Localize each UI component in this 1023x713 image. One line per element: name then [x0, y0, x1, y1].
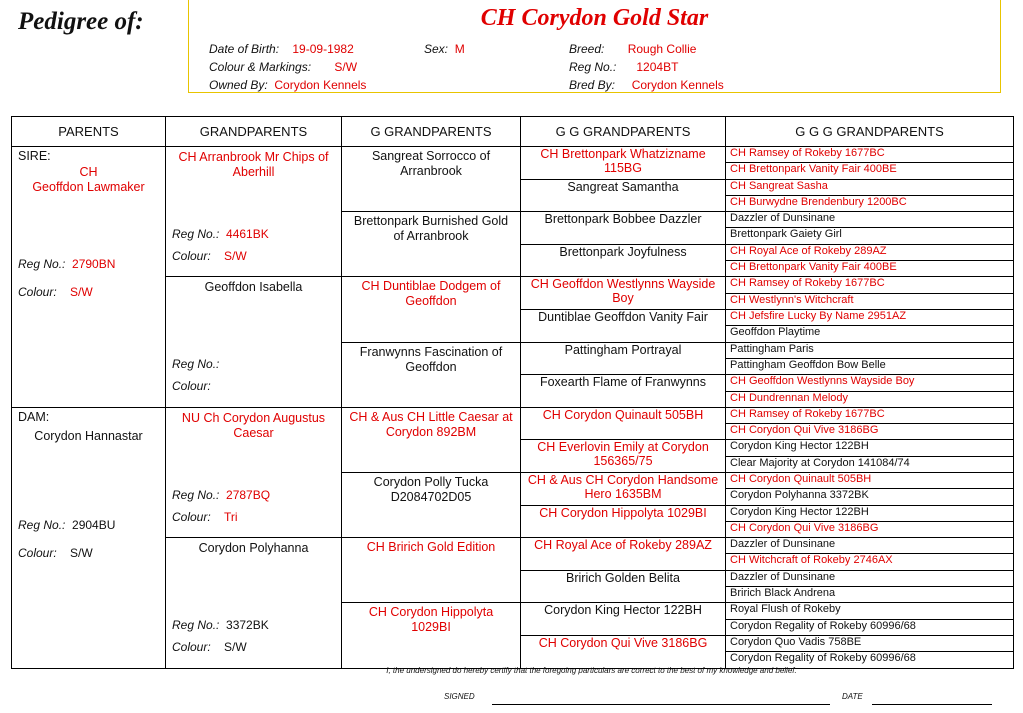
ggg-grandparent: Pattingham Geoffdon Bow Belle [726, 358, 1014, 374]
gg-grandparent: CH Everlovin Emily at Corydon 156365/75 [521, 440, 726, 473]
gg-grandparent: Bririch Golden Belita [521, 570, 726, 603]
pedigree-table [11, 116, 1014, 669]
ggg-grandparent: Geoffdon Playtime [726, 326, 1014, 342]
dob-field: Date of Birth: 19-09-1982 [209, 42, 354, 56]
sire-gp2-cell [166, 277, 342, 407]
gg-grandparent: CH Geoffdon Westlynns Wayside Boy [521, 277, 726, 310]
sire-gp1-cell [166, 147, 342, 277]
sire-name: Geoffdon Lawmaker [32, 180, 145, 194]
ggg-grandparent: Dazzler of Dunsinane [726, 212, 1014, 228]
owned-field: Owned By: Corydon Kennels [209, 78, 367, 92]
signature-line[interactable] [492, 704, 830, 705]
col-g-grandparents: G GRANDPARENTS [342, 117, 521, 147]
g-grandparent: Franwynns Fascination of Geoffdon [342, 342, 521, 407]
colour-field: Colour & Markings: S/W [209, 60, 358, 74]
ggg-grandparent: CH Ramsey of Rokeby 1677BC [726, 147, 1014, 163]
gg-grandparent: CH Royal Ace of Rokeby 289AZ [521, 538, 726, 571]
gg-grandparent: Brettonpark Joyfulness [521, 244, 726, 277]
ggg-grandparent: CH Royal Ace of Rokeby 289AZ [726, 244, 1014, 260]
g-grandparent: Brettonpark Burnished Gold of Arranbrook [342, 212, 521, 277]
gg-grandparent: Duntiblae Geoffdon Vanity Fair [521, 309, 726, 342]
g-grandparent: CH Corydon Hippolyta 1029BI [342, 603, 521, 668]
g-grandparent: CH & Aus CH Little Caesar at Corydon 892BM [342, 407, 521, 472]
ggg-grandparent: Dazzler of Dunsinane [726, 570, 1014, 586]
gg-grandparent: CH Corydon Quinault 505BH [521, 407, 726, 440]
g-grandparent: CH Bririch Gold Edition [342, 538, 521, 603]
col-ggg-grandparents: G G G GRANDPARENTS [726, 117, 1014, 147]
gg-grandparent: CH & Aus CH Corydon Handsome Hero 1635BM [521, 472, 726, 505]
dam-role: DAM: [18, 409, 50, 424]
grandparent-reg: Reg No.: 2787BQ [172, 487, 271, 502]
ggg-grandparent: CH Jefsfire Lucky By Name 2951AZ [726, 309, 1014, 325]
ggg-grandparent: Corydon King Hector 122BH [726, 505, 1014, 521]
dam-name: Corydon Hannastar [34, 428, 143, 443]
ggg-grandparent: Corydon Quo Vadis 758BE [726, 635, 1014, 651]
ggg-grandparent: Dazzler of Dunsinane [726, 538, 1014, 554]
gg-grandparent: Sangreat Samantha [521, 179, 726, 212]
ggg-grandparent: Corydon Regality of Rokeby 60996/68 [726, 652, 1014, 668]
dam-colour: Colour: S/W [18, 545, 93, 560]
col-parents: PARENTS [12, 117, 166, 147]
dam-gp1-cell [166, 407, 342, 537]
ggg-grandparent: CH Burwydne Brendenbury 1200BC [726, 195, 1014, 211]
ggg-grandparent: CH Ramsey of Rokeby 1677BC [726, 407, 1014, 423]
ggg-grandparent: Pattingham Paris [726, 342, 1014, 358]
ggg-grandparent: Corydon Regality of Rokeby 60996/68 [726, 619, 1014, 635]
grandparent-reg: Reg No.: 3372BK [172, 618, 269, 633]
breed-field: Breed: Rough Collie [569, 42, 697, 56]
g-grandparent: Sangreat Sorrocco of Arranbrook [342, 147, 521, 212]
ggg-grandparent: Corydon Polyhanna 3372BK [726, 489, 1014, 505]
dog-name-title: CH Corydon Gold Star [480, 5, 709, 31]
reg-field: Reg No.: 1204BT [569, 60, 679, 74]
gg-grandparent: Corydon King Hector 122BH [521, 603, 726, 636]
gg-grandparent: CH Brettonpark Whatzizname 115BG [521, 147, 726, 180]
grandparent-reg: Reg No.: [172, 357, 220, 372]
sire-title: CH [79, 165, 98, 179]
signed-label: SIGNED [444, 692, 475, 701]
gg-grandparent: CH Corydon Qui Vive 3186BG [521, 635, 726, 668]
sire-colour: Colour: S/W [18, 285, 93, 299]
ggg-grandparent: CH Brettonpark Vanity Fair 400BE [726, 261, 1014, 277]
grandparent-colour: Colour: S/W [172, 249, 247, 263]
dam-reg: Reg No.: 2904BU [18, 517, 116, 532]
gg-grandparent: Pattingham Portrayal [521, 342, 726, 375]
ggg-grandparent: CH Corydon Qui Vive 3186BG [726, 521, 1014, 537]
g-grandparent: CH Duntiblae Dodgem of Geoffdon [342, 277, 521, 342]
ggg-grandparent: Clear Majority at Corydon 141084/74 [726, 456, 1014, 472]
ggg-grandparent: CH Ramsey of Rokeby 1677BC [726, 277, 1014, 293]
grandparent-colour: Colour: S/W [172, 640, 247, 655]
ggg-grandparent: CH Westlynn's Witchcraft [726, 293, 1014, 309]
ggg-grandparent: CH Brettonpark Vanity Fair 400BE [726, 163, 1014, 179]
gg-grandparent: Brettonpark Bobbee Dazzler [521, 212, 726, 245]
date-label: DATE [842, 692, 863, 701]
grandparent-name: NU Ch Corydon Augustus Caesar [181, 410, 326, 440]
ggg-grandparent: CH Dundrennan Melody [726, 391, 1014, 407]
dam-gp2-cell [166, 538, 342, 668]
g-grandparent: Corydon Polly Tucka D2084702D05 [342, 472, 521, 537]
ggg-grandparent: CH Corydon Qui Vive 3186BG [726, 424, 1014, 440]
grandparent-name: Corydon Polyhanna [198, 541, 309, 556]
gg-grandparent: Foxearth Flame of Franwynns [521, 375, 726, 408]
ggg-grandparent: Bririch Black Andrena [726, 587, 1014, 603]
ggg-grandparent: CH Witchcraft of Rokeby 2746AX [726, 554, 1014, 570]
ggg-grandparent: Royal Flush of Rokeby [726, 603, 1014, 619]
sire-reg: Reg No.: 2790BN [18, 257, 116, 271]
column-headers [12, 117, 1014, 147]
sire-cell [12, 147, 166, 408]
date-line[interactable] [872, 704, 992, 705]
header-box [188, 0, 1001, 93]
certification-text: I, the undersigned do hereby certify that the foregoing particulars are correct to the best of my knowledge and belief. [386, 666, 797, 675]
ggg-grandparent: Brettonpark Gaiety Girl [726, 228, 1014, 244]
gg-grandparent: CH Corydon Hippolyta 1029BI [521, 505, 726, 538]
grandparent-reg: Reg No.: 4461BK [172, 227, 269, 241]
pedigree-label: Pedigree of: [18, 8, 144, 35]
dam-cell [12, 407, 166, 668]
grandparent-name: CH Arranbrook Mr Chips of Aberhill [178, 150, 329, 179]
grandparent-colour: Colour: [172, 379, 211, 394]
bred-field: Bred By: Corydon Kennels [569, 78, 724, 92]
grandparent-name: Geoffdon Isabella [204, 280, 303, 295]
col-gg-grandparents: G G GRANDPARENTS [521, 117, 726, 147]
col-grandparents: GRANDPARENTS [166, 117, 342, 147]
ggg-grandparent: CH Sangreat Sasha [726, 179, 1014, 195]
sex-field: Sex: M [424, 42, 465, 56]
ggg-grandparent: Corydon King Hector 122BH [726, 440, 1014, 456]
grandparent-colour: Colour: Tri [172, 509, 238, 524]
sire-role: SIRE: [18, 149, 51, 163]
ggg-grandparent: CH Geoffdon Westlynns Wayside Boy [726, 375, 1014, 391]
ggg-grandparent: CH Corydon Quinault 505BH [726, 472, 1014, 488]
